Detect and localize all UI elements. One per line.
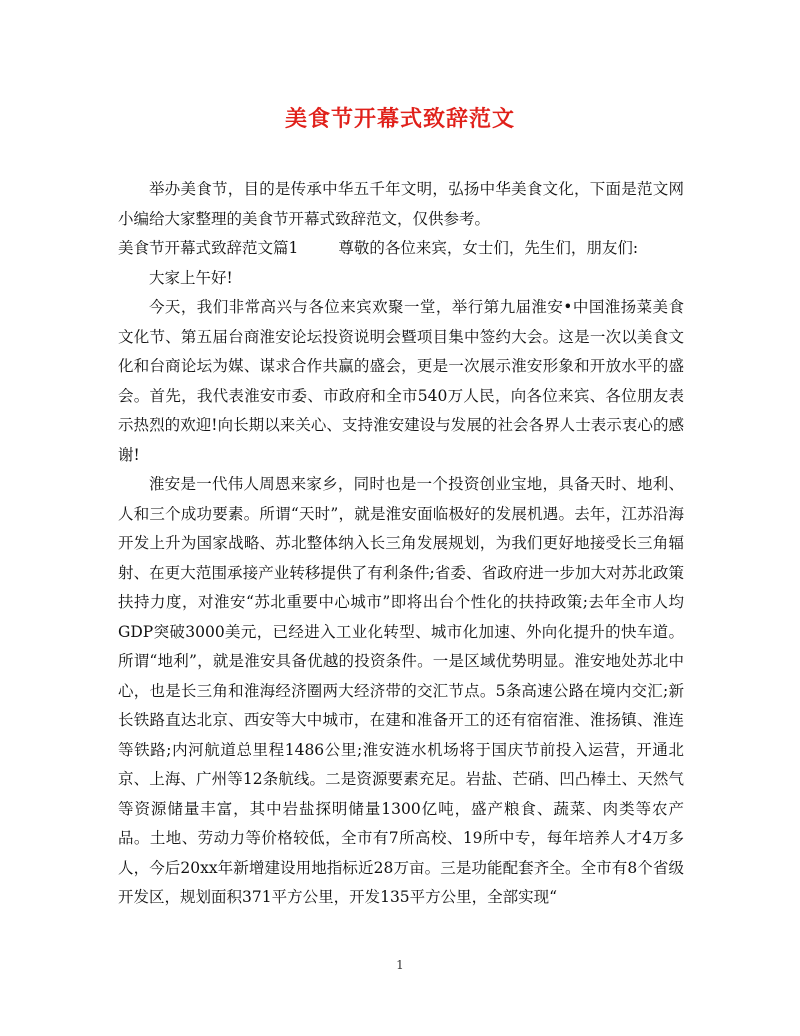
section-heading-line bbox=[118, 234, 684, 264]
document-body bbox=[118, 175, 684, 913]
greeting: 大家上午好! bbox=[149, 268, 233, 287]
document-title: 美食节开幕式致辞范文 bbox=[284, 106, 515, 132]
body-paragraph: 淮安是一代伟人周恩来家乡，同时也是一个投资创业宝地，具备天时、地利、人和三个成功要素。所谓“天时”，就是淮安面临极好的发展机遇。去年，江苏沿海开发上升为国家战略、苏北整体纳入长三角发展规划，为我们更好地接受长三角辐射、在更大范围承接产业转移提供了有利条件;省委、省政府进一步加大对苏北政策扶持力度，对淮安“苏北重要中心城市”即将出台个性化的扶持政策;去年全市人均GDP突破3000美元，已经进入工业化转型、城市化加速、外向化提升的快车道。所谓“地利”，就是淮安具备优越的投资条件。一是区域优势明显。淮安地处苏北中心，也是长三角和淮海经济圈两大经济带的交汇节点。5条高速公路在境内交汇;新长铁路直达北京、西安等大中城市，在建和准备开工的还有宿宿淮、淮扬镇、淮连等铁路;内河航道总里程1486公里;淮安涟水机场将于国庆节前投入运营，开通北京、上海、广州等12条航线。二是资源要素充足。岩盐、芒硝、凹凸棒土、天然气等资源储量丰富，其中岩盐探明储量1300亿吨，盛产粮食、蔬菜、肉类等农产品。土地、劳动力等价格较低，全市有7所高校、19所中专，每年培养人才4万多人，今后20xx年新增建设用地指标近28万亩。三是功能配套齐全。全市有8个省级开发区，规划面积371平方公里，开发135平方公里，全部实现“ bbox=[118, 475, 684, 906]
section-label: 美食节开幕式致辞范文篇1 bbox=[118, 239, 299, 257]
intro-paragraph: 举办美食节，目的是传承中华五千年文明，弘扬中华美食文化，下面是范文网小编给大家整理的美食节开幕式致辞范文，仅供参考。 bbox=[118, 180, 684, 228]
body-paragraph: 今天，我们非常高兴与各位来宾欢聚一堂，举行第九届淮安•中国淮扬菜美食文化节、第五届台商淮安论坛投资说明会暨项目集中签约大会。这是一次以美食文化和台商论坛为媒、谋求合作共赢的盛会，更是一次展示淮安形象和开放水平的盛会。首先，我代表淮安市委、市政府和全市540万人民，向各位来宾、各位朋友表示热烈的欢迎!向长期以来关心、支持淮安建设与发展的社会各界人士表示衷心的感谢! bbox=[118, 298, 684, 464]
page-number: 1 bbox=[396, 958, 404, 972]
salutation: 尊敬的各位来宾，女士们，先生们，朋友们: bbox=[338, 239, 639, 257]
